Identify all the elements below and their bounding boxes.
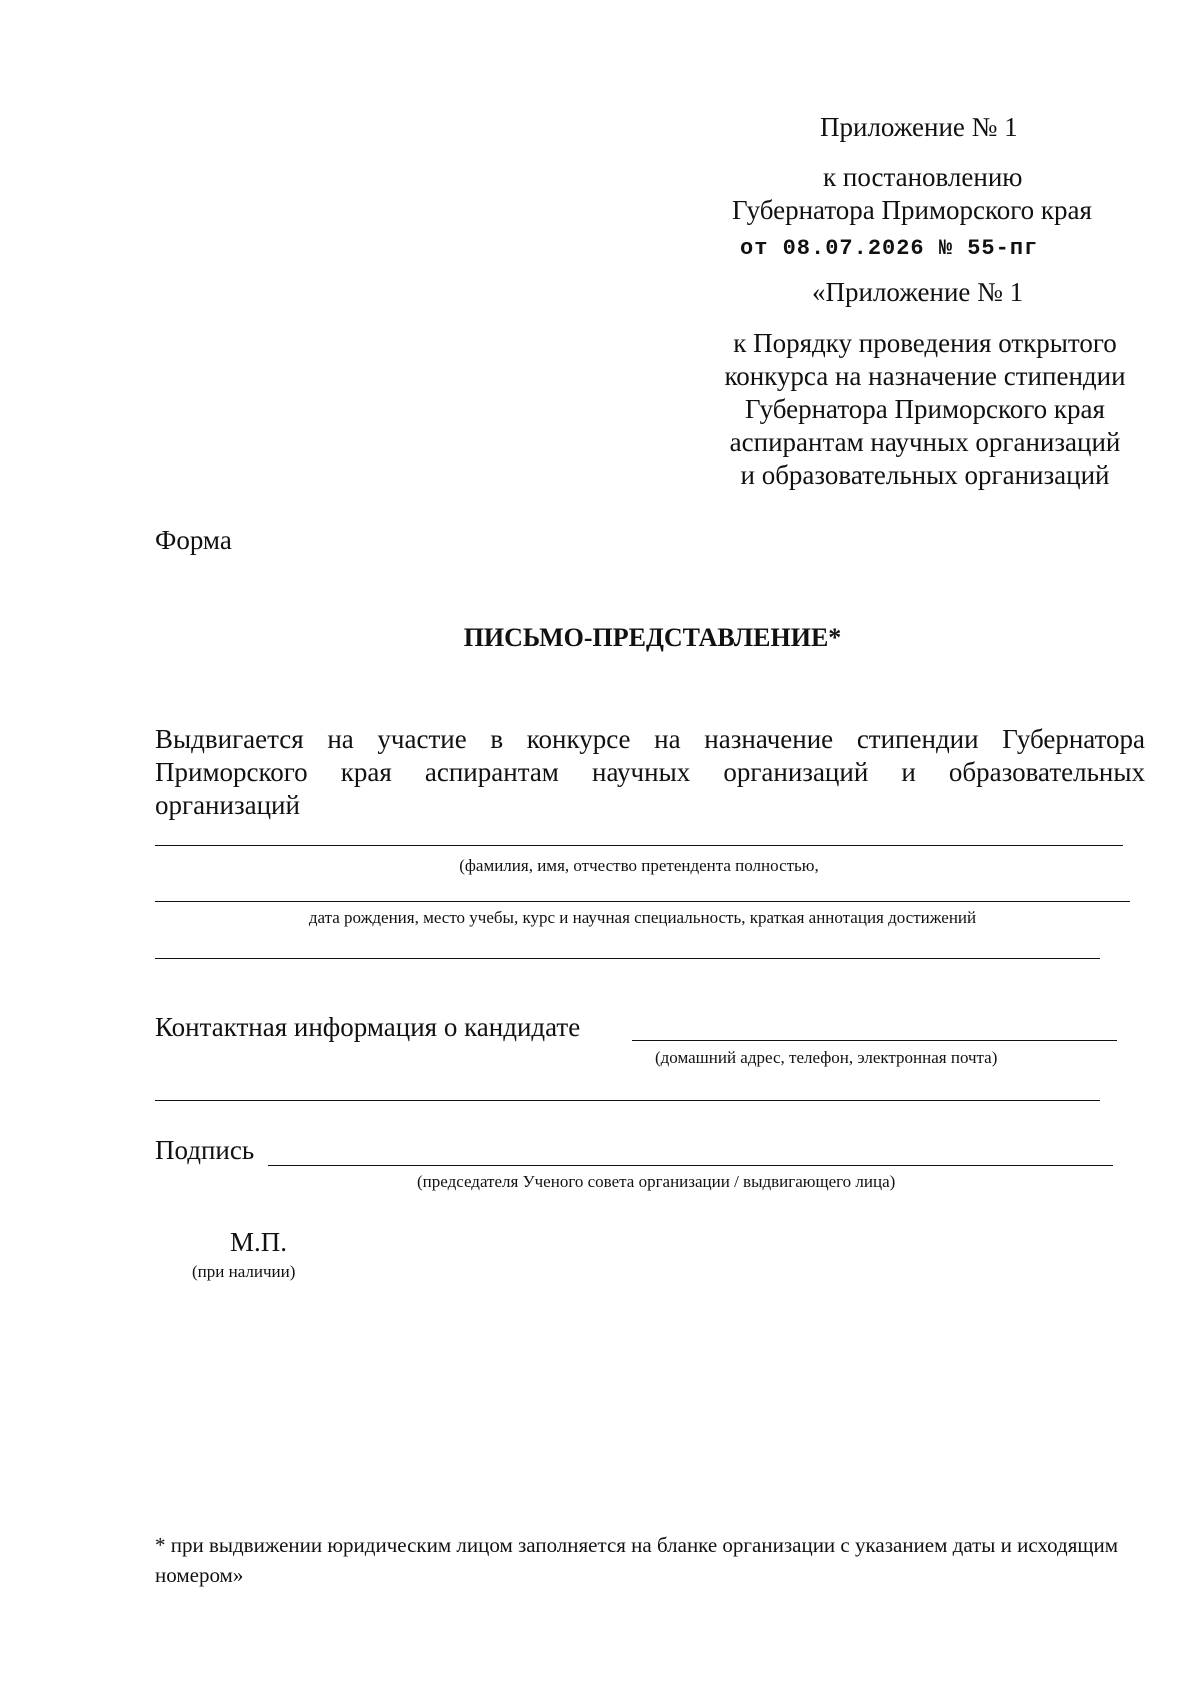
contact-hint: (домашний адрес, телефон, электронная почта) xyxy=(655,1048,998,1067)
inner-appendix-line: и образовательных организаций xyxy=(740,460,1110,490)
candidate-name-field[interactable] xyxy=(155,845,1123,846)
candidate-details-field[interactable] xyxy=(155,901,1130,902)
inner-appendix-line: к Порядку проведения открытого xyxy=(733,328,1117,358)
to-resolution-line: к постановлению xyxy=(823,162,1023,192)
form-label: Форма xyxy=(155,525,232,555)
signature-hint: (председателя Ученого совета организации / выдвигающего лица) xyxy=(417,1172,896,1191)
contact-extra-field[interactable] xyxy=(155,1100,1100,1101)
contact-label: Контактная информация о кандидате xyxy=(155,1012,581,1042)
stamp-label: М.П. xyxy=(230,1227,288,1257)
nomination-paragraph xyxy=(155,723,1145,822)
inner-appendix-line: конкурса на назначение стипендии xyxy=(724,361,1126,391)
stamp-note: (при наличии) xyxy=(192,1262,296,1281)
inner-appendix-heading: «Приложение № 1 xyxy=(812,277,1024,307)
inner-appendix-line: Губернатора Приморского края xyxy=(745,394,1105,424)
footnote: * при выдвижении юридическим лицом заполняется на бланке организации с указанием даты и исходящим номером» xyxy=(155,1533,1119,1587)
contact-field[interactable] xyxy=(632,1040,1117,1041)
nomination-line: Выдвигается на участие в конкурсе на назначение стипендии Губернатора xyxy=(155,724,1145,754)
candidate-details-hint: дата рождения, место учебы, курс и научная специальность, краткая аннотация достижений xyxy=(308,908,977,927)
appendix-heading: Приложение № 1 xyxy=(820,112,1018,142)
candidate-details-extra-field[interactable] xyxy=(155,958,1100,959)
candidate-name-hint: (фамилия, имя, отчество претендента полностью, xyxy=(459,856,819,875)
inner-appendix-line: аспирантам научных организаций xyxy=(729,427,1121,457)
page-title: ПИСЬМО-ПРЕДСТАВЛЕНИЕ* xyxy=(463,623,842,652)
nomination-line: Приморского края аспирантам научных организаций и образовательных xyxy=(155,757,1145,787)
signature-field[interactable] xyxy=(268,1165,1113,1166)
nomination-line: организаций xyxy=(155,790,300,820)
decree-reference: от 08.07.2026 № 55-пг xyxy=(740,236,1039,261)
governor-line: Губернатора Приморского края xyxy=(732,195,1092,225)
signature-label: Подпись xyxy=(155,1135,255,1165)
inner-appendix-block xyxy=(690,327,1160,492)
